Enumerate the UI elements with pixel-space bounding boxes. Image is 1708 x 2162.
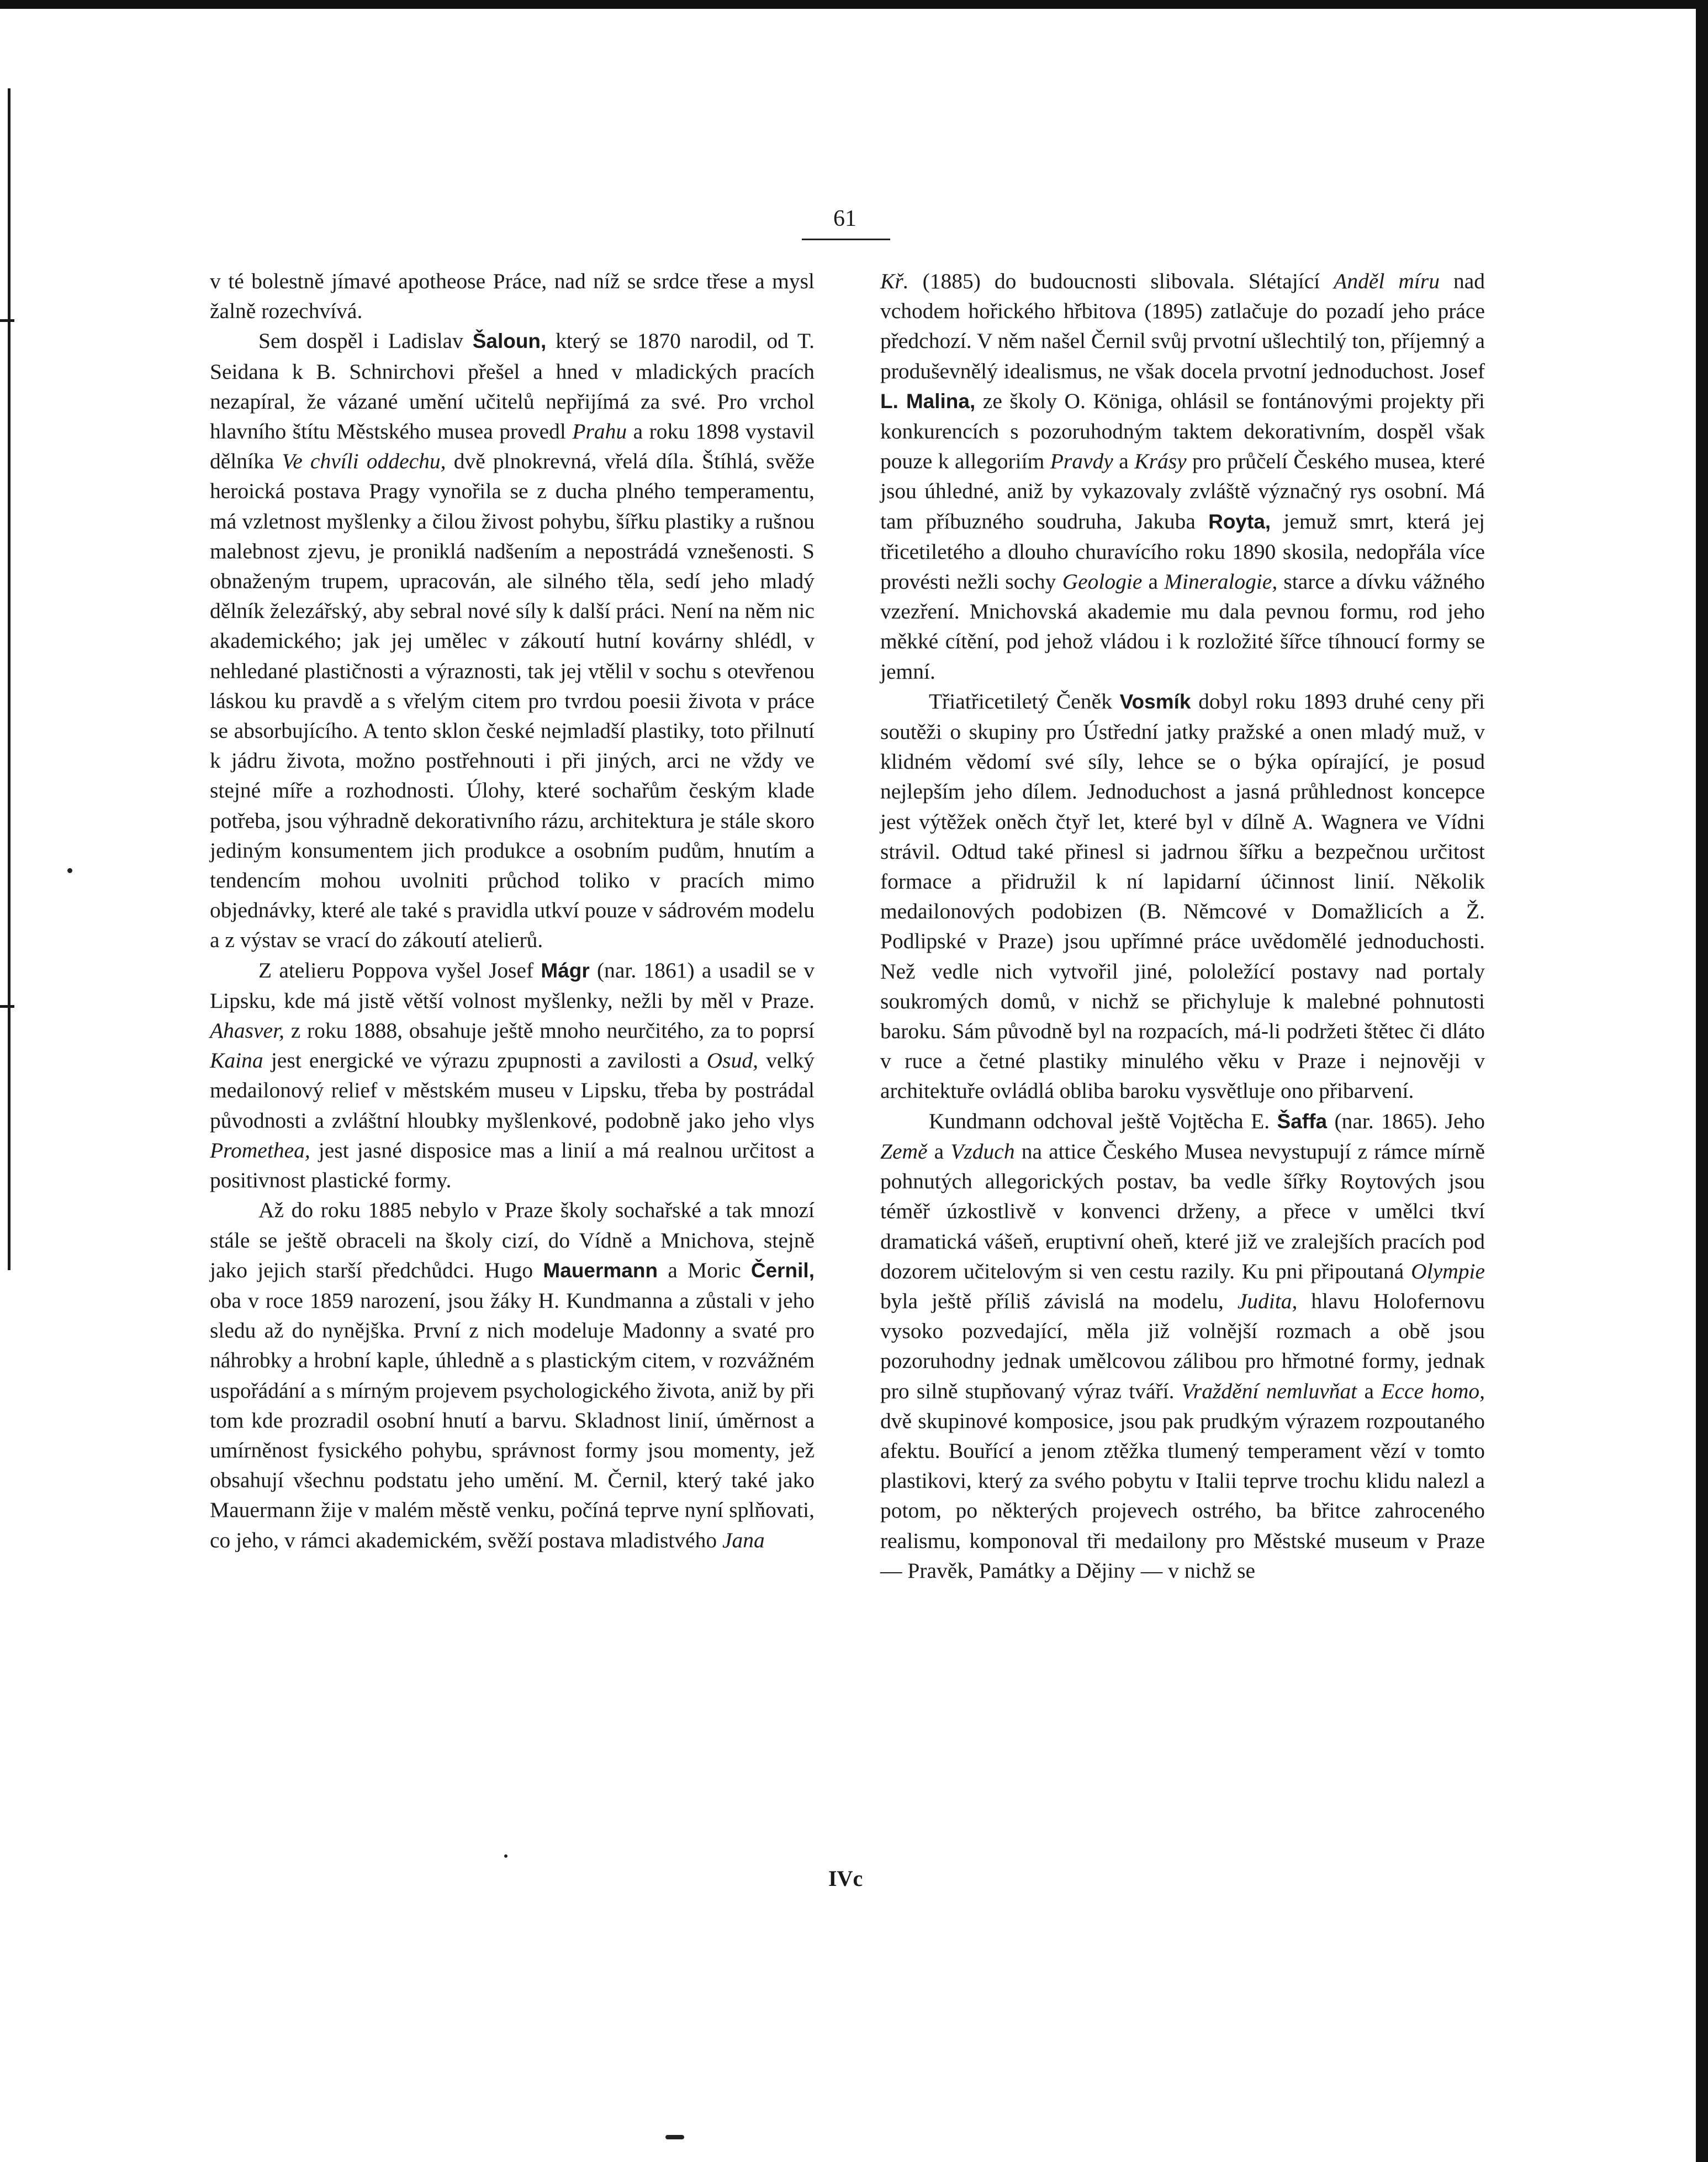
text-run: který se 1870 narodil, od T. Seidana k B. Schnirchovi přešel a hned v mladických pracích nezapíral, že vázané umění učitelů nepřijímá za své. Pro vrchol hlavního štítu Městského musea provedl bbox=[210, 329, 815, 444]
italic-title: Prahu bbox=[572, 419, 627, 444]
italic-title: Osud, bbox=[706, 1048, 758, 1073]
text-run: a Moric bbox=[658, 1257, 751, 1282]
text-run: z roku 1888, obsahuje ještě mnoho neurčitého, za to poprsí bbox=[284, 1018, 815, 1043]
text-run: a bbox=[927, 1139, 951, 1164]
paragraph-p1 bbox=[210, 266, 815, 326]
paragraph-p2 bbox=[210, 326, 815, 955]
text-run: dvě plnokrevná, vřelá díla. Štíhlá, svěže heroická postava Pragy vynořila se z ducha plného temperamentu, má vzletnost myšlenky a čilou živost pohybu, šířku plastiky a rušnou malebnost zjevu, je proniklá nadšením a nepostrádá vznešenosti. S obnaženým trupem, upracován, ale silného těla, sedí jeho mladý dělník železářský, aby sebral nové síly k další práci. Není na něm nic akademického; jak jej umělec v zákoutí hutní kovárny shlédl, v nehledané plastičnosti a výraznosti, tak jej vtělil v sochu s otevřenou láskou ku pravdě a s vřelým citem pro tvrdou poesii života v práce se absorbujícího. A tento sklon české nejmladší plastiky, toto přilnutí k jádru života, možno postřehnouti i při jiných, arci ne vždy ve stejné míře a rozhodnosti. Úlohy, které sochařům českým klade potřeba, jsou výhradně dekorativního rázu, architektura je stále skoro jediným konsumentem jich produkce a osobním pudům, hnutím a tendencím mohou uvolniti průchod toliko v pracích mimo objednávky, které ale také s pravidla utkví pouze v sádrovém modelu a z výstav se vrací do zákoutí atelierů. bbox=[210, 449, 815, 953]
scan-frame-top bbox=[0, 0, 1708, 9]
text-run: Z atelieru Poppova vyšel Josef bbox=[258, 958, 541, 982]
artist-name: Mauermann bbox=[543, 1259, 658, 1282]
text-run: a bbox=[1142, 569, 1165, 594]
printer-signature: IVc bbox=[828, 1866, 863, 1891]
italic-title: Pravdy bbox=[1050, 449, 1113, 474]
paragraph-p7 bbox=[880, 1106, 1485, 1585]
scan-speck bbox=[504, 1854, 507, 1858]
binding-margin-line bbox=[8, 88, 10, 1270]
italic-title: Ve chvíli oddechu, bbox=[282, 449, 446, 474]
italic-title: Mineralogie, bbox=[1164, 569, 1278, 594]
text-run: (nar. 1861) a usadil se v Lipsku, kde má jistě větší volnost myšlenky, nežli by měl v Praze. bbox=[210, 958, 815, 1013]
italic-title: Ecce homo, bbox=[1381, 1378, 1485, 1403]
text-run: dvě skupinové komposice, jsou pak prudkým výrazem rozpoutaného afektu. Bouřící a jenom ztěžka tlumený temperament vězí v tomto plastikovi, který za svého pobytu v Italii teprve trochu klidu nalezl a potom, po některých projevech ostrého, ba břitce zahroceného realismu, komponoval tři medailony pro Městské museum v Praze — Pravěk, Památky a Dějiny — v nichž se bbox=[880, 1408, 1485, 1583]
artist-name: Šaffa bbox=[1277, 1109, 1328, 1133]
italic-title: Geologie bbox=[1062, 569, 1143, 594]
text-run: byla ještě příliš závislá na modelu, bbox=[880, 1288, 1238, 1313]
italic-title: Ahasver, bbox=[210, 1018, 284, 1043]
paragraph-p4 bbox=[210, 1195, 815, 1555]
italic-title: Krásy bbox=[1134, 449, 1187, 474]
text-run: starce a dívku vážného vzezření. Mnichovská akademie mu dala pevnou formu, rod jeho měkké cítění, pod jehož vládou i k rozložité šířce tíhnoucí formy se jemní. bbox=[880, 569, 1485, 684]
text-run: ze školy O. Königa, ohlásil se fontánovými projekty při konkurencích s pozoruhodným taktem dekorativním, dospěl však pouze k allegoriím bbox=[880, 388, 1485, 474]
text-run: oba v roce 1859 narození, jsou žáky H. Kundmanna a zůstali v jeho sledu až do nynějška. První z nich modeluje Madonny a svaté pro náhrobky a hrobní kaple, úhledně a s plastickým citem, v rozvážném uspořádání a s mírným projevem psychologického života, aniž by při tom kde prozradil osobní hnutí a barvu. Skladnost linií, úměrnost a umírněnost fysického pohybu, správnost formy jsou momenty, jež obsahují všechnu podstatu jeho umění. M. Černil, který také jako Mauermann žije v malém městě venku, počíná teprve nyní splňovati, co jeho, v rámci akademickém, svěží postava mladistvého bbox=[210, 1288, 815, 1552]
text-run: a bbox=[1357, 1378, 1382, 1403]
scan-speck bbox=[67, 868, 72, 873]
text-run: a roku 1898 vystavil dělníka bbox=[210, 419, 815, 474]
artist-name: Černil, bbox=[750, 1259, 815, 1282]
text-run: Sem dospěl i Ladislav bbox=[258, 329, 473, 353]
italic-title: Vraždění nemluvňat bbox=[1181, 1378, 1357, 1403]
text-run: jest jasné disposice mas a linií a má realnou určitost a positivnost plastické formy. bbox=[210, 1138, 815, 1193]
binding-margin-tick bbox=[0, 1005, 14, 1008]
right-text-column bbox=[880, 266, 1485, 1585]
text-run: (nar. 1865). Jeho bbox=[1327, 1108, 1485, 1133]
artist-name: Royta, bbox=[1208, 510, 1271, 533]
text-run: Kundmann odchoval ještě Vojtěcha E. bbox=[929, 1108, 1277, 1133]
italic-title: Vzduch bbox=[950, 1139, 1015, 1164]
page-number: 61 bbox=[833, 206, 856, 231]
text-run: pro průčelí Českého musea, které jsou úhledné, aniž by vykazovaly zvláště význačný rys osobní. Má tam příbuzného soudruha, Jakuba bbox=[880, 449, 1485, 533]
text-run: nad vchodem hořického hřbitova (1895) zatlačuje do pozadí jeho práce předchozí. V něm našel Černil svůj prvotní ušlechtilý ton, příjemný a produševnělý idealismus, ne však docela prvotní jednoduchost. Josef bbox=[880, 269, 1485, 383]
text-run: dobyl roku 1893 druhé ceny při soutěži o skupiny pro Ústřední jatky pražské a onen mladý muž, v klidném vědomí své síly, lehce se o býka opírající, je posud nejlepším jeho dílem. Jednoduchost a jasná průhlednost koncepce jest výtěžek oněch čtyř let, které byl v dílně A. Wagnera ve Vídni strávil. Odtud také přinesl si jadrnou šířku a bezpečnou určitost formace a přidružil k ní lapidarní účinnost linií. Několik medailonových podobizen (B. Němcové v Domažlicích a Ž. Podlipské v Praze) jsou upřímné práce uvědomělé jednoduchosti. Než vedle nich vytvořil jiné, pololežící postavy nad portaly soukromých domů, v nichž se přichyluje k malebné pohnutosti baroku. Sám původně byl na rozpacích, má-li podržeti štětec či dláto v ruce a četné plastiky minulého věku v Praze i nejnověji v architektuře ovládlá obliba baroku vysvětluje ono přibarvení. bbox=[880, 689, 1485, 1103]
text-run: velký medailonový relief v městském museu v Lipsku, třeba by postrádal původnosti a zvláštní hloubky myšlenkové, podobně jako jeho vlys bbox=[210, 1048, 815, 1133]
text-run: a bbox=[1113, 449, 1135, 474]
text-run: Třiatřicetiletý Čeněk bbox=[929, 689, 1120, 713]
paragraph-p6 bbox=[880, 686, 1485, 1106]
italic-title: Jana bbox=[722, 1527, 765, 1552]
text-run: na attice Českého Musea nevystupují z rámce mírně pohnutých allegorických postav, ba vedle šířky Roytových jsou téměř úzkostlivě v konvenci drženy, a přece v umělci tkví dramatická vášeň, eruptivní oheň, které již ve zralejších pracích pod dozorem učitelovým si ven cestu razily. Ku pni připoutaná bbox=[880, 1139, 1485, 1283]
scan-speck bbox=[665, 2135, 684, 2139]
text-run: Až do roku 1885 nebylo v Praze školy sochařské a tak mnozí stále se ještě obraceli na školy cizí, do Vídně a Mnichova, stejně jako jejich starší předchůdci. Hugo bbox=[210, 1198, 815, 1282]
text-run: v té bolestně jímavé apotheose Práce, nad níž se srdce třese a mysl žalně rozechvívá. bbox=[210, 269, 815, 324]
text-run: hlavu Holofernovu vysoko pozvedající, měla již volnější rozmach a obě jsou pozoruhodny jednak umělcovou zálibou pro hřmotné formy, jednak pro silně stupňovaný výraz tváří. bbox=[880, 1288, 1485, 1403]
artist-name: L. Malina, bbox=[880, 389, 976, 413]
paragraph-p3 bbox=[210, 955, 815, 1196]
binding-margin-tick bbox=[0, 319, 14, 322]
artist-name: Šaloun, bbox=[472, 330, 547, 353]
text-run: jest energické ve výrazu zpupnosti a zavilosti a bbox=[263, 1048, 707, 1073]
italic-title: Země bbox=[880, 1139, 928, 1164]
left-text-column bbox=[210, 266, 815, 1555]
italic-title: Judita, bbox=[1237, 1288, 1298, 1313]
artist-name: Vosmík bbox=[1119, 690, 1191, 713]
italic-title: Kř. bbox=[880, 269, 909, 293]
italic-title: Anděl míru bbox=[1334, 269, 1440, 293]
paragraph-p5 bbox=[880, 266, 1485, 686]
italic-title: Promethea, bbox=[210, 1138, 310, 1162]
italic-title: Kaina bbox=[210, 1048, 263, 1073]
page-number-rule bbox=[802, 239, 890, 240]
artist-name: Mágr bbox=[541, 959, 590, 982]
text-run: jemuž smrt, která jej třicetiletého a dlouho churavícího roku 1890 skosila, nedopřála více provésti nežli sochy bbox=[880, 509, 1485, 594]
italic-title: Olympie bbox=[1411, 1259, 1485, 1283]
scan-frame-right bbox=[1696, 0, 1708, 2162]
text-run: (1885) do budoucnosti slibovala. Slétající bbox=[908, 269, 1334, 293]
